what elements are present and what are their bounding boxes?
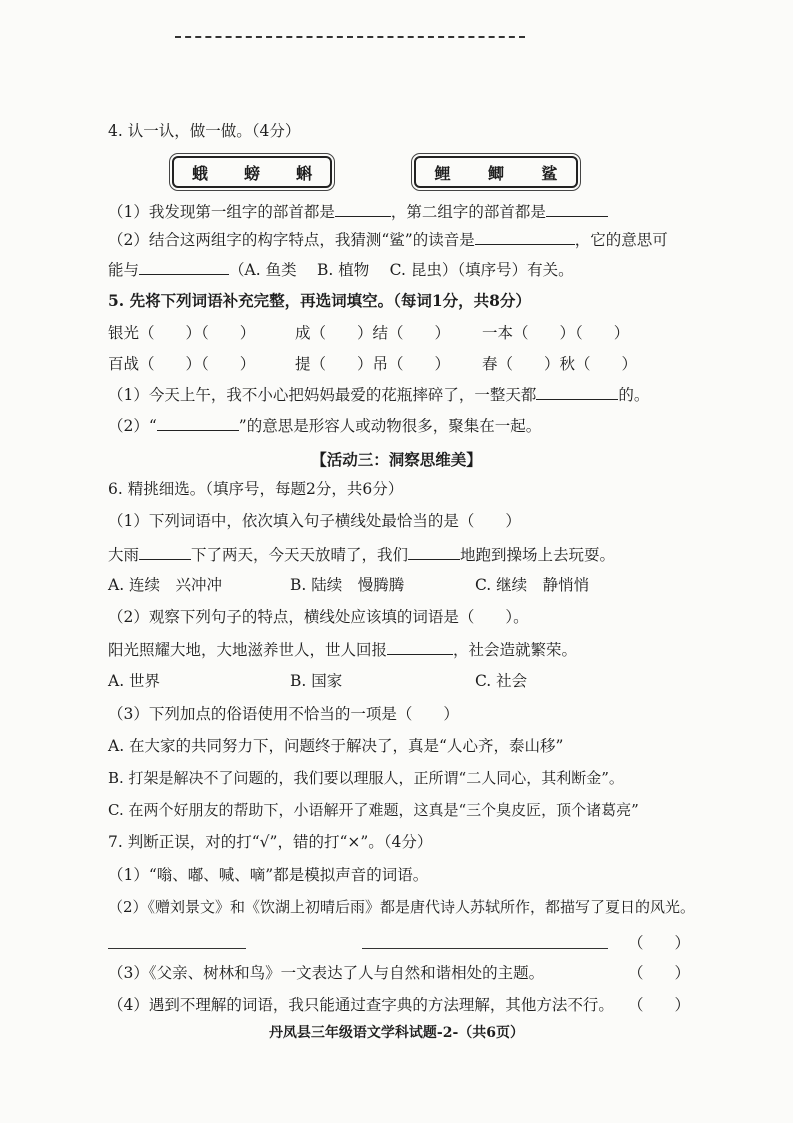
q4-title: 4. 认一认，做一做。（4分） [108, 122, 301, 140]
idiom-item[interactable]: 百战（ ）（ ） [108, 355, 256, 373]
q6-title: 6. 精挑细选。（填序号，每题2分，共6分） [108, 480, 404, 498]
option-c[interactable]: C. 继续 静悄悄 [475, 576, 590, 594]
idiom-item[interactable]: 春（ ）秋（ ） [482, 355, 638, 373]
answer-blank[interactable] [475, 228, 575, 245]
idiom-item[interactable]: 银光（ ）（ ） [108, 324, 256, 342]
q5-sentence-1-text: （1）今天上午，我不小心把妈妈最爱的花瓶摔碎了，一整天都 [108, 386, 537, 404]
q7-title: 7. 判断正误，对的打“√”，错的打“×”。（4分） [108, 833, 433, 851]
option-c[interactable]: C. 社会 [475, 672, 528, 690]
q5-sentence-2-start: （2）“ [108, 417, 157, 435]
q6-sub-2-sentence [108, 638, 577, 661]
q4-part3-options: （A. 鱼类 B. 植物 C. 昆虫）（填序号）有关。 [229, 261, 574, 279]
answer-blank[interactable] [536, 383, 618, 400]
option-a[interactable]: A. 连续 兴冲冲 [108, 576, 223, 594]
sentence-text: 大雨 [108, 546, 140, 564]
answer-blank[interactable] [546, 200, 608, 217]
idiom-item[interactable]: 提（ ）吊（ ） [295, 355, 451, 373]
q4-part1-text: （1）我发现第一组字的部首都是 [108, 203, 335, 221]
char: 鲫 [487, 163, 504, 183]
q7-statement-1: （1）“嗡、嘟、喊、嘀”都是模拟声音的词语。 [108, 866, 429, 884]
answer-blank[interactable] [139, 258, 229, 275]
char-group-1 [172, 156, 332, 188]
sentence-text: 地跑到操场上去玩耍。 [460, 546, 616, 564]
q6-sub-3: （3）下列加点的俗语使用不恰当的一项是（ ） [108, 705, 459, 723]
answer-blank[interactable] [157, 414, 239, 431]
char: 鲤 [434, 163, 451, 183]
q4-part1 [108, 200, 608, 223]
char: 蝌 [295, 163, 312, 183]
q5-title: 5. 先将下列词语补充完整，再选词填空。（每词1分，共8分） [108, 291, 531, 310]
option-c[interactable]: C. 在两个好朋友的帮助下，小语解开了难题，这真是“三个臭皮匠，顶个诸葛亮” [108, 801, 639, 819]
answer-blank[interactable] [387, 638, 453, 655]
q5-sentence-2-text: ”的意思是形容人或动物很多，聚集在一起。 [238, 417, 542, 435]
answer-paren[interactable]: （ ） [628, 996, 691, 1014]
q4-part2 [108, 228, 668, 251]
q4-part3 [108, 258, 574, 281]
char: 蛾 [191, 163, 208, 183]
answer-blank[interactable] [408, 543, 460, 560]
answer-blank[interactable] [335, 200, 391, 217]
page-footer: 丹凤县三年级语文学科试题-2-（共6页） [268, 1025, 525, 1041]
option-a[interactable]: A. 在大家的共同努力下，问题终于解决了，真是“人心齐，泰山移” [108, 737, 564, 755]
option-b[interactable]: B. 陆续 慢腾腾 [290, 576, 405, 594]
sentence-text: ，社会造就繁荣。 [453, 641, 578, 659]
q4-part3-text: 能与 [108, 261, 140, 279]
q4-part1-text-b: ，第二组字的部首都是 [390, 203, 546, 221]
option-b[interactable]: B. 国家 [290, 672, 343, 690]
answer-blank[interactable] [139, 543, 191, 560]
q6-sub-1: （1）下列词语中，依次填入句子横线处最恰当的是（ ） [108, 512, 521, 530]
q6-sub-1-sentence [108, 543, 615, 566]
q5-sentence-2 [108, 414, 541, 437]
option-a[interactable]: A. 世界 [108, 672, 161, 690]
answer-paren[interactable]: （ ） [628, 964, 691, 982]
idiom-item[interactable]: 成（ ）结（ ） [295, 324, 451, 342]
idiom-item[interactable]: 一本（ ）（ ） [482, 324, 630, 342]
char: 鲨 [541, 163, 558, 183]
divider [362, 948, 608, 949]
q4-part2-text-b: ，它的意思可 [574, 231, 668, 249]
char: 螃 [243, 163, 260, 183]
q7-statement-4: （4）遇到不理解的词语，我只能通过查字典的方法理解，其他方法不行。 [108, 996, 614, 1014]
q6-sub-2: （2）观察下列句子的特点，横线处应该填的词语是（ ）。 [108, 608, 529, 626]
sentence-text: 阳光照耀大地，大地滋养世人，世人回报 [108, 641, 388, 659]
answer-paren[interactable]: （ ） [628, 934, 691, 952]
divider [108, 948, 246, 949]
header-rule [175, 36, 525, 38]
sentence-text: 下了两天，今天天放晴了，我们 [191, 546, 409, 564]
q5-sentence-1-end: 的。 [618, 386, 650, 404]
option-b[interactable]: B. 打架是解决不了问题的，我们要以理服人，正所谓“二人同心，其利断金”。 [108, 769, 624, 787]
section-heading: 【活动三：洞察思维美】 [311, 450, 482, 469]
q5-sentence-1 [108, 383, 649, 406]
q4-part2-text: （2）结合这两组字的构字特点，我猜测“鲨”的读音是 [108, 231, 475, 249]
q7-statement-2: （2）《赠刘景文》和《饮湖上初晴后雨》都是唐代诗人苏轼所作，都描写了夏日的风光。 [108, 898, 696, 916]
char-group-2 [414, 156, 578, 188]
q7-statement-3: （3）《父亲、树林和鸟》一文表达了人与自然和谐相处的主题。 [108, 964, 545, 982]
